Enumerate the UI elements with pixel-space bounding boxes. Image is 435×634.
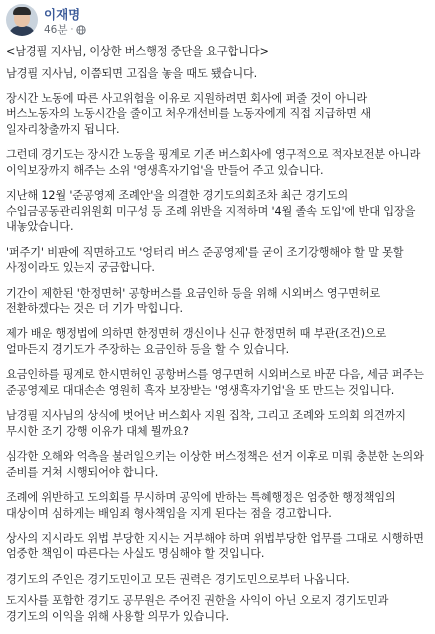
globe-icon[interactable] bbox=[76, 25, 86, 35]
post-time[interactable]: 46분 bbox=[44, 24, 68, 36]
post-paragraph: 경기도의 주인은 경기도민이고 모든 권력은 경기도민으로부터 나옵니다. bbox=[6, 572, 350, 586]
post-paragraph: 상사의 지시라도 위법 부당한 지시는 거부해야 하며 위법부당한 업무를 그대로 시행하면 엄중한 책임이 따른다는 사실도 명심해야 할 것입니다. bbox=[6, 531, 424, 561]
post-body bbox=[6, 44, 428, 634]
post-header bbox=[0, 0, 435, 40]
post-paragraph: 요금인하를 핑계로 한시면허인 공항버스를 영구면허 시외버스로 바꾼 다음, 세금 퍼주는 준공영제로 대대손손 영원히 흑자 보장받는 '영생흑자기업'을 또 만드는 것입니다. bbox=[6, 368, 424, 397]
post-meta bbox=[44, 22, 86, 37]
post-paragraph: 조례에 위반하고 도의회를 무시하며 공익에 반하는 특혜행정은 엄중한 행정책임의 대상이며 심하게는 배임죄 형사책임을 지게 된다는 점을 경고합니다. bbox=[6, 490, 396, 520]
author-name[interactable]: 이재명 bbox=[44, 7, 81, 22]
post-paragraph: 남경필 지사님의 상식에 벗어난 버스회사 지원 집착, 그리고 조례와 도의회 의견까지 무시한 조기 강행 이유가 대체 뭘까요? bbox=[6, 409, 406, 438]
post-headline: <남경필 지사님, 이상한 버스행정 중단을 요구합니다> bbox=[6, 45, 269, 58]
meta-separator: · bbox=[70, 24, 74, 35]
avatar[interactable] bbox=[6, 4, 38, 36]
post-paragraph: 기간이 제한된 '한정면허' 공항버스를 요금인하 등을 위해 시외버스 영구면허로 전환하겠다는 것은 더 기가 막힙니다. bbox=[6, 286, 381, 316]
post-paragraph: 장시간 노동에 따른 사고위험을 이유로 지원하려면 회사에 퍼줄 것이 아니라 버스노동자의 노동시간을 줄이고 처우개선비를 노동자에게 직접 지급하면 새 일자리창출까지 됩니다. bbox=[6, 91, 371, 137]
post-paragraph: 남경필 지사님, 이쯤되면 고집을 놓을 때도 됐습니다. bbox=[6, 66, 258, 80]
post-paragraph: 그런데 경기도는 장시간 노동을 핑계로 기존 버스회사에 영구적으로 적자보전분 아니라 이익보장까지 해주는 소위 '영생흑자기업'을 만들어 주고 있습니다. bbox=[6, 148, 421, 177]
avatar-suit bbox=[9, 26, 35, 36]
post-paragraph: 지난해 12월 '준공영제 조례안'을 의결한 경기도의회조차 최근 경기도의 수입금공동관리위원회 미구성 등 조례 위반을 지적하며 '4월 졸속 도입'에 반대 입장을 내놓았습니다. bbox=[6, 189, 416, 234]
post-paragraph: 제가 배운 행정법에 의하면 한정면허 갱신이나 신규 한정면허 때 부관(조건)으로 얼마든지 경기도가 주장하는 요금인하 등을 할 수 있습니다. bbox=[6, 327, 387, 357]
post-paragraph: '퍼주기' 비판에 직면하고도 '엉터리 버스 준공영제'를 굳이 조기강행해야 할 말 못할 사정이라도 있는지 궁금합니다. bbox=[6, 245, 404, 275]
post-paragraph: 심각한 오해와 억측을 불러일으키는 이상한 버스정책은 선거 이후로 미뤄 충분한 논의와 준비를 거쳐 시행되어야 합니다. bbox=[6, 450, 424, 479]
post-paragraph: 도지사를 포함한 경기도 공무원은 주어진 권한을 사익이 아닌 오로지 경기도민과 경기도의 이익을 위해 사용할 의무가 있습니다. bbox=[6, 594, 389, 623]
avatar-hair bbox=[13, 7, 31, 15]
